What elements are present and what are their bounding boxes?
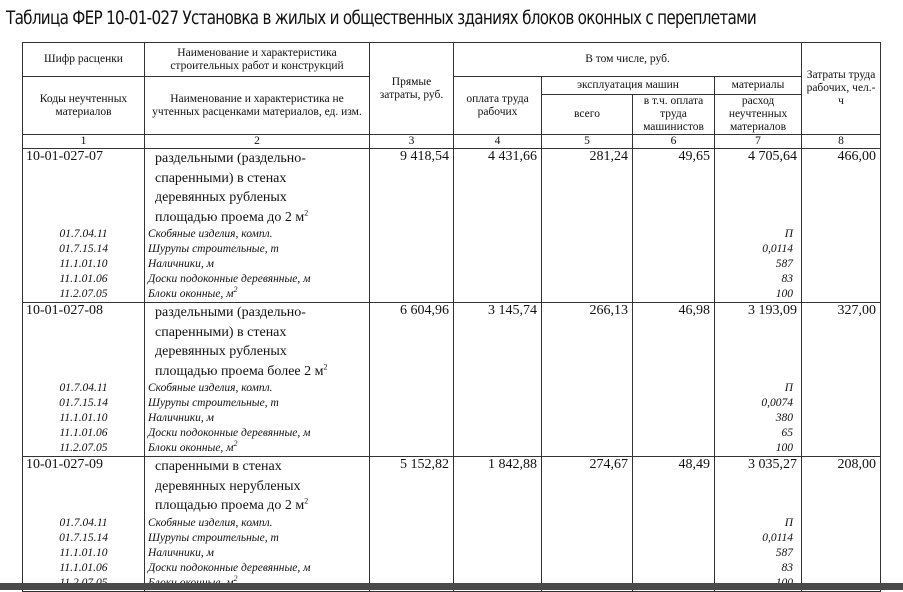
description-line: спаренными) в стенах xyxy=(155,324,287,340)
material-name-line xyxy=(148,531,366,546)
header-worker-pay: оплата труда рабочих xyxy=(454,77,542,135)
unit-superscript: 2 xyxy=(323,361,328,371)
material-names-cell xyxy=(145,516,370,592)
material-codes-cell xyxy=(23,381,145,457)
material-name: Наличники, м xyxy=(148,258,214,270)
material-code: 01.7.04.11 xyxy=(59,516,108,529)
material-name-line xyxy=(148,411,366,426)
worker-pay: 4 431,66 xyxy=(488,149,537,164)
material-name: Скобяные изделия, компл. xyxy=(148,516,273,529)
labor-hours-cell xyxy=(802,303,881,457)
header-including: В том числе, руб. xyxy=(454,43,802,77)
description-line: раздельными (раздельно- xyxy=(155,305,306,320)
material-codes-cell xyxy=(23,516,145,592)
description-line: площадью проема до 2 м xyxy=(155,498,305,513)
labor-hours: 208,00 xyxy=(837,457,877,472)
materials-cell xyxy=(715,149,802,303)
worker-pay-cell xyxy=(454,457,542,592)
unit-superscript: 2 xyxy=(233,285,238,295)
material-code: 11.1.01.06 xyxy=(59,273,108,285)
header-rate-code: Шифр расценки xyxy=(23,43,145,77)
material-value: 83 xyxy=(781,273,794,285)
rate-description xyxy=(145,149,370,228)
description-line: площадью проема более 2 м xyxy=(155,363,324,379)
worker-pay-cell xyxy=(454,149,542,303)
direct-costs: 5 152,82 xyxy=(400,457,449,472)
material-names-cell xyxy=(145,227,370,303)
material-code: 11.1.01.10 xyxy=(59,546,108,559)
rate-row xyxy=(23,149,881,228)
material-code: 11.2.07.05 xyxy=(59,288,108,300)
column-number: 8 xyxy=(802,135,881,149)
material-code: 11.1.01.10 xyxy=(59,258,108,270)
description-line: деревянных рубленых xyxy=(155,190,287,205)
material-value: 587 xyxy=(775,546,794,559)
worker-pay-cell xyxy=(454,303,542,457)
material-name: Шурупы строительные, т xyxy=(148,531,279,544)
material-name: Доски подоконные деревянные, м xyxy=(148,427,311,439)
material-code: 01.7.15.14 xyxy=(59,397,108,409)
page-title: Таблица ФЕР 10-01-027 Установка в жилых и общественных зданиях блоков оконных с переплетами xyxy=(6,7,757,29)
header-material-use: расход неучтенных материалов xyxy=(715,95,802,135)
materials-cost: 3 193,09 xyxy=(748,303,798,318)
description-line: деревянных нерубленых xyxy=(155,478,301,494)
material-value: 0,0114 xyxy=(762,531,794,544)
machines-total: 281,24 xyxy=(589,149,628,164)
material-code: 01.7.04.11 xyxy=(59,228,108,240)
material-value: 100 xyxy=(775,442,794,454)
header-labor-hours: Затраты труда рабочих, чел.-ч xyxy=(802,43,881,135)
header-material-codes: Коды неучтенных материалов xyxy=(23,77,145,135)
direct-costs-cell xyxy=(370,149,454,303)
description-line-with-unit xyxy=(155,496,368,516)
material-value: П xyxy=(784,228,794,240)
material-name: Шурупы строительные, т xyxy=(148,397,279,409)
labor-hours-cell xyxy=(802,457,881,592)
material-name-line xyxy=(148,546,366,561)
material-values xyxy=(762,516,801,591)
unit-superscript: 2 xyxy=(233,573,238,583)
materials-cost: 3 035,27 xyxy=(748,457,798,472)
material-name: Скобяные изделия, компл. xyxy=(148,228,273,240)
material-values xyxy=(761,381,801,456)
material-value: 0,0074 xyxy=(761,397,794,409)
material-value: П xyxy=(784,382,794,394)
operator-pay-cell xyxy=(633,149,715,303)
material-values xyxy=(762,227,801,302)
material-code: 11.1.01.06 xyxy=(59,427,108,439)
direct-costs-cell xyxy=(370,457,454,592)
header-materials: материалы xyxy=(715,77,802,95)
material-name-line xyxy=(148,227,366,242)
unit-superscript: 2 xyxy=(304,496,309,506)
direct-costs: 9 418,54 xyxy=(400,149,449,164)
description-line-with-unit xyxy=(155,362,368,382)
labor-hours: 466,00 xyxy=(837,149,877,164)
material-code: 01.7.15.14 xyxy=(59,531,108,544)
material-value: 380 xyxy=(775,412,794,424)
rates-table xyxy=(22,42,881,592)
operator-pay-cell xyxy=(633,303,715,457)
header-work-name: Наименование и характеристика строительных работ и конструкций xyxy=(145,43,370,77)
labor-hours-cell xyxy=(802,149,881,303)
machines-total-cell xyxy=(542,457,633,592)
material-name-line xyxy=(148,441,366,456)
material-name: Наличники, м xyxy=(148,546,214,559)
operator-pay: 49,65 xyxy=(678,149,710,164)
description-line-with-unit xyxy=(155,208,368,228)
column-number: 1 xyxy=(23,135,145,149)
rate-code: 10-01-027-07 xyxy=(23,149,145,228)
rate-description xyxy=(145,457,370,516)
labor-hours: 327,00 xyxy=(837,303,877,318)
worker-pay: 1 842,88 xyxy=(488,457,537,472)
material-value: 100 xyxy=(775,288,794,300)
column-number: 3 xyxy=(370,135,454,149)
material-name-line xyxy=(148,242,366,257)
material-name: Доски подоконные деревянные, м xyxy=(148,273,311,285)
description-line: площадью проема до 2 м xyxy=(155,209,305,225)
material-name: Скобяные изделия, компл. xyxy=(148,382,273,394)
operator-pay: 46,98 xyxy=(678,303,710,318)
direct-costs: 6 604,96 xyxy=(400,303,449,318)
material-value: 0,0114 xyxy=(762,243,794,255)
machines-total: 266,13 xyxy=(589,303,628,318)
material-name-line xyxy=(148,426,366,441)
description-line: раздельными (раздельно- xyxy=(155,151,306,166)
worker-pay: 3 145,74 xyxy=(488,303,537,318)
column-number: 4 xyxy=(454,135,542,149)
operator-pay: 48,49 xyxy=(678,457,710,472)
material-name: Наличники, м xyxy=(148,412,214,424)
materials-cost: 4 705,64 xyxy=(748,149,798,164)
bottom-edge xyxy=(0,583,903,590)
material-name: Шурупы строительные, т xyxy=(148,243,279,255)
material-name-line xyxy=(148,257,366,272)
materials-cell xyxy=(715,303,802,457)
material-code: 01.7.04.11 xyxy=(59,382,108,394)
material-value: 587 xyxy=(775,258,794,270)
material-code: 01.7.15.14 xyxy=(59,243,108,255)
column-number: 7 xyxy=(715,135,802,149)
rate-row xyxy=(23,303,881,382)
materials-cell xyxy=(715,457,802,592)
material-codes-cell xyxy=(23,227,145,303)
unit-superscript: 2 xyxy=(304,207,309,217)
column-number: 6 xyxy=(633,135,715,149)
material-name-line xyxy=(148,516,366,531)
material-name: Блоки оконные, м xyxy=(148,442,234,454)
material-value: 65 xyxy=(781,427,794,439)
rate-row xyxy=(23,457,881,516)
description-line: деревянных рубленых xyxy=(155,344,287,359)
material-name-line xyxy=(148,272,366,287)
unit-superscript: 2 xyxy=(233,439,238,449)
header-machines-total: всего xyxy=(542,95,633,135)
material-name-line xyxy=(148,396,366,411)
material-code: 11.1.01.10 xyxy=(59,412,108,424)
header-material-names: Наименование и характеристика не учтенных расценками материалов, ед. изм. xyxy=(145,77,370,135)
material-name: Доски подоконные деревянные, м xyxy=(148,561,311,574)
machines-total: 274,67 xyxy=(589,457,628,472)
column-number: 2 xyxy=(145,135,370,149)
material-names-cell xyxy=(145,381,370,457)
material-code: 11.2.07.05 xyxy=(59,442,108,454)
description-line: спаренными в стенах xyxy=(155,459,282,474)
operator-pay-cell xyxy=(633,457,715,592)
material-value: П xyxy=(784,516,794,529)
rate-description xyxy=(145,303,370,382)
rate-code: 10-01-027-08 xyxy=(23,303,145,382)
machines-total-cell xyxy=(542,303,633,457)
material-name-line xyxy=(148,561,366,576)
header-machines: эксплуатация машин xyxy=(542,77,715,95)
rate-code: 10-01-027-09 xyxy=(23,457,145,516)
header-operator-pay: в т.ч. оплата труда машинистов xyxy=(633,95,715,135)
material-name-line xyxy=(148,287,366,302)
material-name-line xyxy=(148,381,366,396)
machines-total-cell xyxy=(542,149,633,303)
material-code: 11.1.01.06 xyxy=(59,561,108,574)
direct-costs-cell xyxy=(370,303,454,457)
column-number: 5 xyxy=(542,135,633,149)
description-line: спаренными) в стенах xyxy=(155,170,287,186)
header-direct-costs: Прямые затраты, руб. xyxy=(370,43,454,135)
material-name: Блоки оконные, м xyxy=(148,288,234,300)
material-value: 83 xyxy=(781,561,794,574)
